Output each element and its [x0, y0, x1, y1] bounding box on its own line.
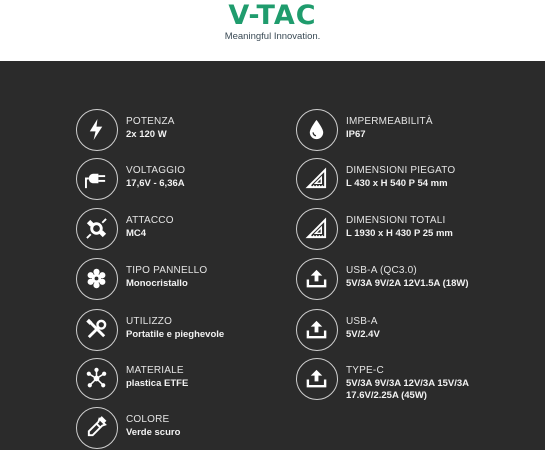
spec-value: IP67 — [346, 129, 366, 140]
molecule-icon — [76, 358, 118, 400]
spec-label: POTENZA — [126, 116, 175, 127]
spec-label: IMPERMEABILITÀ — [346, 116, 433, 127]
spec-label: DIMENSIONI PIEGATO — [346, 165, 456, 176]
spec-value: 5V/3A 9V/3A 12V/3A 15V/3A — [346, 378, 470, 389]
spec-value-line2: 17.6V/2.25A (45W) — [346, 390, 427, 401]
flower-icon — [76, 258, 118, 300]
spec-panel — [0, 61, 545, 450]
upload-icon — [296, 258, 338, 300]
upload-icon — [296, 358, 338, 400]
set-square-icon — [296, 158, 338, 200]
spec-value: L 430 x H 540 P 54 mm — [346, 178, 448, 189]
dropper-icon — [76, 407, 118, 449]
spec-value: Verde scuro — [126, 427, 181, 438]
spec-label: USB-A (QC3.0) — [346, 265, 417, 276]
spec-value: 17,6V - 6,36A — [126, 178, 185, 189]
spec-label: VOLTAGGIO — [126, 165, 186, 176]
upload-icon — [296, 309, 338, 351]
water-drop-icon — [296, 109, 338, 151]
spec-value: 5V/3A 9V/2A 12V1.5A (18W) — [346, 278, 469, 289]
spec-label: USB-A — [346, 316, 378, 327]
spec-label: TIPO PANNELLO — [126, 265, 208, 276]
spec-value: 2x 120 W — [126, 129, 167, 140]
spec-value: Portatile e pieghevole — [126, 329, 225, 340]
header — [0, 0, 545, 60]
spec-value: plastica ETFE — [126, 378, 189, 389]
spec-label: MATERIALE — [126, 365, 184, 376]
spec-value: L 1930 x H 430 P 25 mm — [346, 228, 453, 239]
brand-logo: V-TAC — [228, 0, 317, 31]
set-square-icon — [296, 208, 338, 250]
spec-value: 5V/2.4V — [346, 329, 380, 340]
tools-icon — [76, 309, 118, 351]
connector-icon — [76, 208, 118, 250]
brand-tagline: Meaningful Innovation. — [224, 31, 321, 42]
spec-label: ATTACCO — [126, 215, 174, 226]
spec-label: COLORE — [126, 414, 170, 425]
spec-value: MC4 — [126, 228, 147, 239]
plug-icon — [76, 158, 118, 200]
spec-value: Monocristallo — [126, 278, 188, 289]
spec-label: UTILIZZO — [126, 316, 173, 327]
bolt-icon — [76, 109, 118, 151]
spec-label: DIMENSIONI TOTALI — [346, 215, 446, 226]
spec-label: TYPE-C — [346, 365, 384, 376]
